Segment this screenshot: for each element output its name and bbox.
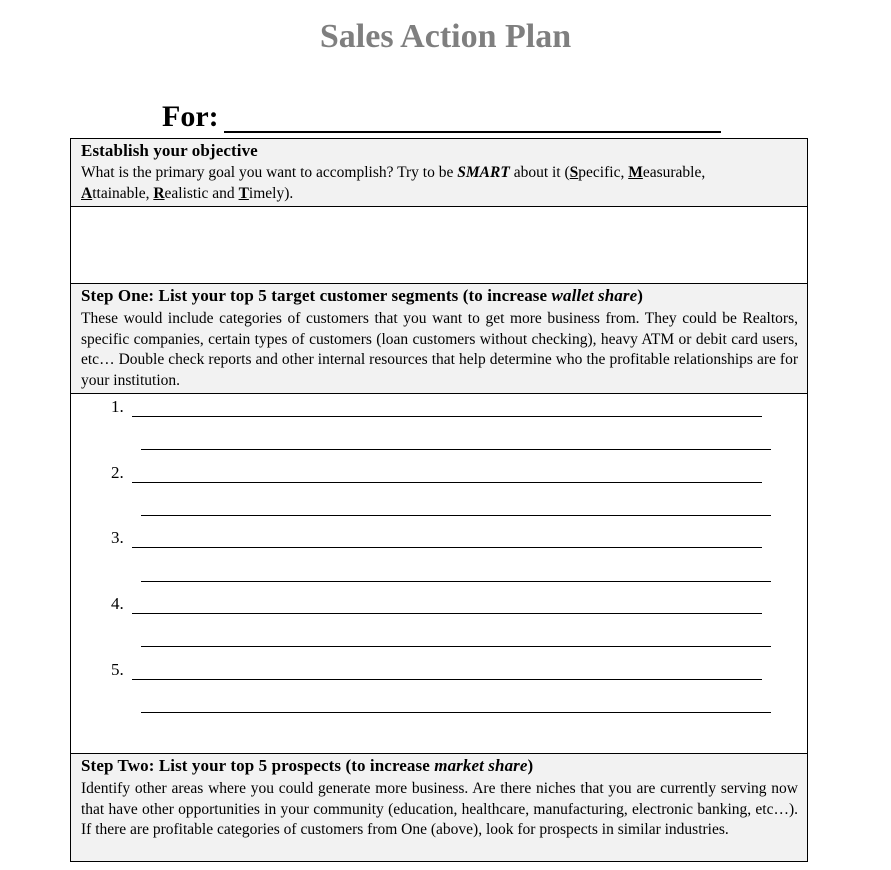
answer-line[interactable] <box>132 663 762 680</box>
answer-line[interactable] <box>132 597 762 614</box>
step-two-heading-text: Step Two: List your top 5 prospects (to increase <box>81 756 435 775</box>
objective-answer-box[interactable] <box>70 206 808 284</box>
objective-text: What is the primary goal you want to accomplish? Try to be <box>81 164 458 181</box>
objective-description <box>81 162 798 204</box>
objective-text: pecific, <box>578 164 629 181</box>
answer-line[interactable] <box>132 531 762 548</box>
for-label: For: <box>162 100 219 133</box>
step-two-heading-text: ) <box>527 756 534 775</box>
step-one-list <box>70 393 808 754</box>
smart-letter: S <box>569 164 579 181</box>
objective-heading: Establish your objective <box>81 141 258 160</box>
smart-letter: T <box>238 185 249 202</box>
answer-line[interactable] <box>141 630 771 647</box>
answer-line[interactable] <box>132 400 762 417</box>
step-one-heading-emphasis: wallet share <box>551 286 638 305</box>
page-title: Sales Action Plan <box>319 18 572 55</box>
step-one-description: These would include categories of customers that you want to get more business from. They could be Realtors, specific companies, certain types of customers (loan customers without checking), heavy ATM or debit card users, etc… Double check reports and other internal resources that help determine who the profitable relationships are for your institution. <box>81 310 798 390</box>
objective-text: ealistic and <box>164 185 239 202</box>
objective-text: imely). <box>248 185 294 202</box>
smart-letter: A <box>81 185 93 202</box>
answer-line[interactable] <box>141 565 771 582</box>
objective-section <box>70 138 808 207</box>
list-number: 1. <box>111 397 124 416</box>
objective-text: easurable, <box>642 164 706 181</box>
list-number: 5. <box>111 660 124 679</box>
smart-letter: M <box>628 164 643 181</box>
step-two-description: Identify other areas where you could generate more business. Are there niches that you are currently serving now that have other opportunities in your community (education, healthcare, manufacturing, electronic banking, etc…). If there are profitable categories of customers from One (above), look for prospects in similar industries. <box>81 780 798 839</box>
for-input-line[interactable] <box>224 131 721 133</box>
answer-line[interactable] <box>141 499 771 516</box>
answer-line[interactable] <box>141 696 771 713</box>
list-number: 3. <box>111 528 124 547</box>
objective-text: ttainable, <box>92 185 154 202</box>
list-number: 4. <box>111 594 124 613</box>
step-two-heading-emphasis: market share <box>434 756 528 775</box>
step-one-heading-text: Step One: List your top 5 target customer segments (to increase <box>81 286 552 305</box>
step-two-section <box>70 753 808 862</box>
objective-text: about it ( <box>509 164 570 181</box>
list-number: 2. <box>111 463 124 482</box>
step-one-section <box>70 283 808 394</box>
smart-letter: R <box>153 185 165 202</box>
step-two-heading <box>81 756 533 776</box>
smart-word: SMART <box>457 164 510 181</box>
answer-line[interactable] <box>141 433 771 450</box>
step-one-heading-text: ) <box>637 286 644 305</box>
answer-line[interactable] <box>132 466 762 483</box>
step-one-heading <box>81 286 643 306</box>
